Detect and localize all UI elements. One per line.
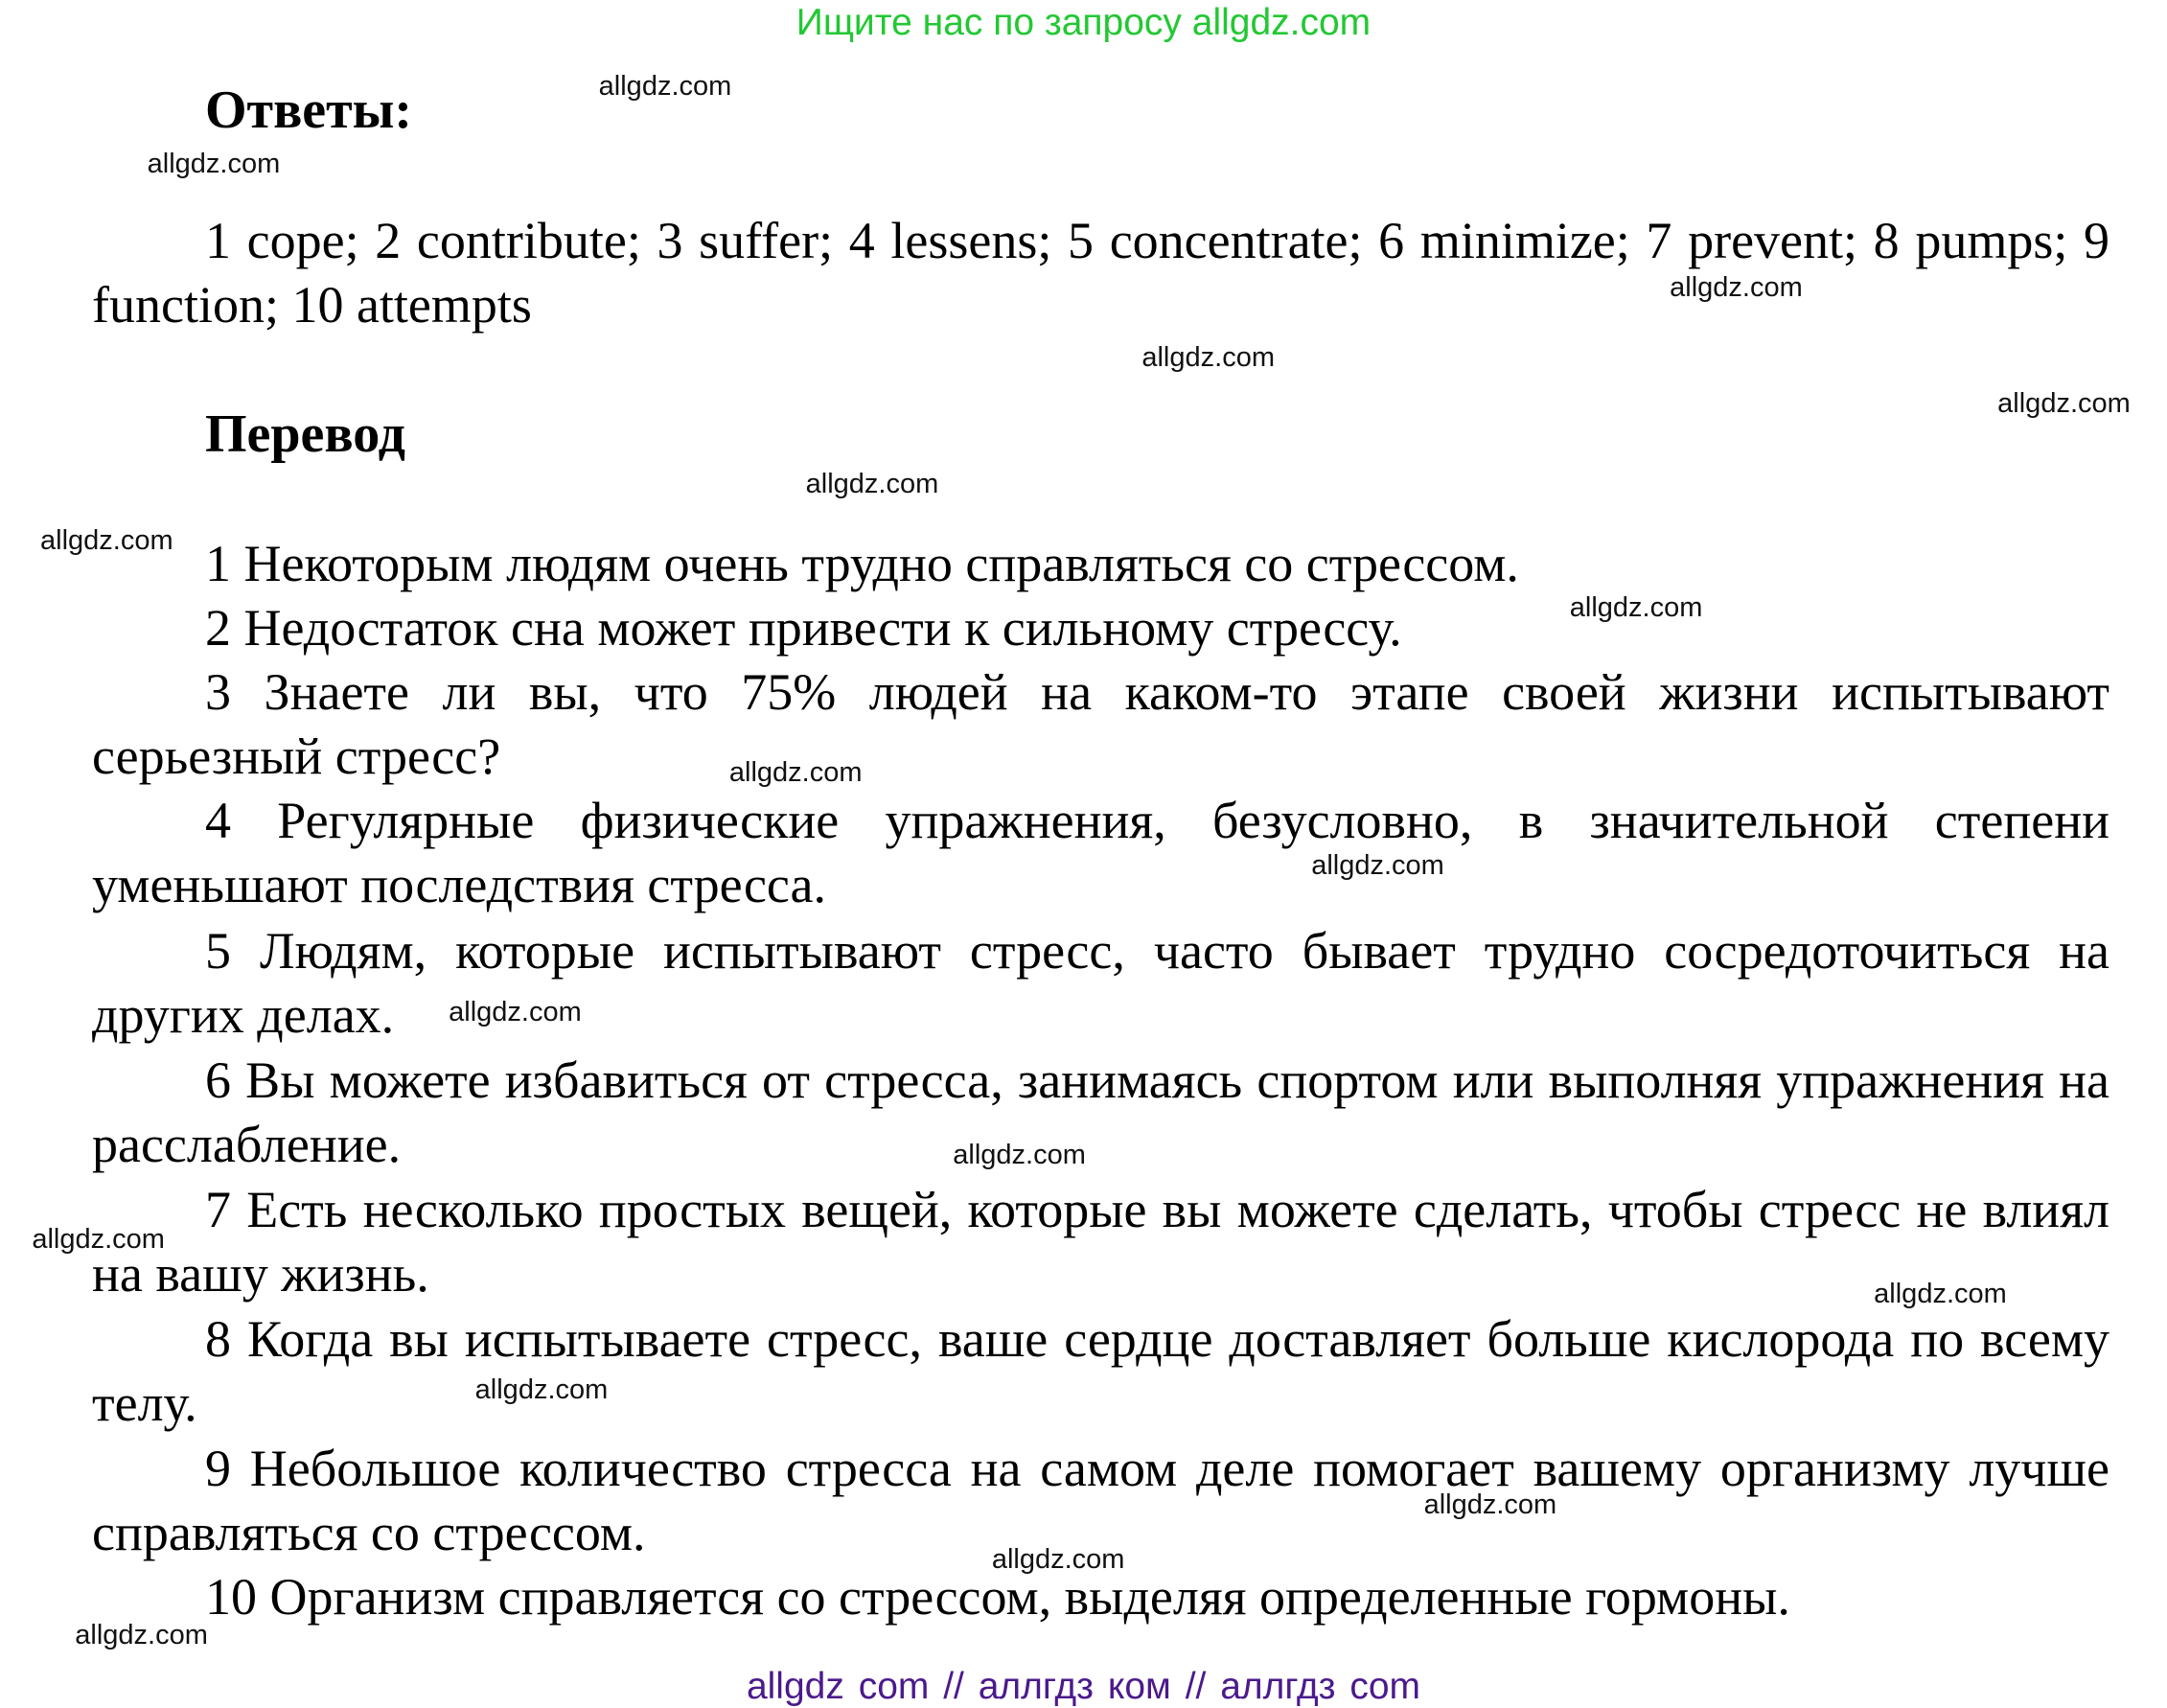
watermark: allgdz.com bbox=[805, 468, 939, 499]
watermark: allgdz.com bbox=[728, 757, 863, 789]
translation-item: 9 Небольшое количество стресса на самом деле помогает вашему организму лучше справляться со стрессом. bbox=[92, 1440, 2109, 1562]
translation-item: 6 Вы можете избавиться от стресса, занимаясь спортом или выполняя упражнения на расслабление. bbox=[92, 1051, 2109, 1174]
translation-item: 4 Регулярные физические упражнения, безусловно, в значительной степени уменьшают последствия стресса. bbox=[92, 792, 2109, 914]
translation-item: 2 Недостаток сна может привести к сильному стрессу. bbox=[205, 599, 1402, 657]
watermark: allgdz.com bbox=[147, 149, 281, 180]
header-banner: Ищите нас по запросу allgdz.com bbox=[795, 2, 1372, 43]
translation-item: 5 Людям, которые испытывают стресс, часто бывает трудно сосредоточиться на других делах. bbox=[92, 922, 2109, 1045]
watermark: allgdz.com bbox=[40, 525, 173, 557]
translation-item: 10 Организм справляется со стрессом, выделяя определенные гормоны. bbox=[205, 1568, 1790, 1626]
watermark: allgdz.com bbox=[1670, 272, 1803, 304]
watermark: allgdz.com bbox=[75, 1620, 208, 1651]
answers-heading: Ответы: bbox=[205, 81, 413, 140]
watermark: allgdz.com bbox=[32, 1224, 165, 1256]
translation-heading: Перевод bbox=[205, 404, 405, 464]
watermark: allgdz.com bbox=[1997, 387, 2131, 419]
footer-banner: allgdz com // аллгдз ком // аллгдз com bbox=[746, 1666, 1421, 1707]
watermark: allgdz.com bbox=[1423, 1489, 1557, 1521]
watermark: allgdz.com bbox=[598, 71, 732, 103]
watermark: allgdz.com bbox=[991, 1543, 1125, 1575]
watermark: allgdz.com bbox=[1874, 1278, 2007, 1309]
translation-item: 3 Знаете ли вы, что 75% людей на каком-то этапе своей жизни испытывают серьезный стресс? bbox=[92, 663, 2109, 786]
translation-item: 8 Когда вы испытываете стресс, ваше сердце доставляет больше кислорода по всему телу. bbox=[92, 1310, 2109, 1433]
translation-item: 7 Есть несколько простых вещей, которые вы можете сделать, чтобы стресс не влиял на вашу жизнь. bbox=[92, 1181, 2109, 1304]
answers-text: 1 cope; 2 contribute; 3 suffer; 4 lessens; 5 concentrate; 6 minimize; 7 prevent; 8 pumps; 9 function; 10 attempts bbox=[92, 212, 2109, 335]
watermark: allgdz.com bbox=[1569, 591, 1703, 623]
watermark: allgdz.com bbox=[953, 1139, 1086, 1170]
watermark: allgdz.com bbox=[1141, 341, 1275, 373]
watermark: allgdz.com bbox=[449, 996, 582, 1027]
watermark: allgdz.com bbox=[474, 1373, 609, 1405]
watermark: allgdz.com bbox=[1311, 850, 1444, 882]
translation-item: 1 Некоторым людям очень трудно справляться со стрессом. bbox=[205, 535, 1519, 592]
